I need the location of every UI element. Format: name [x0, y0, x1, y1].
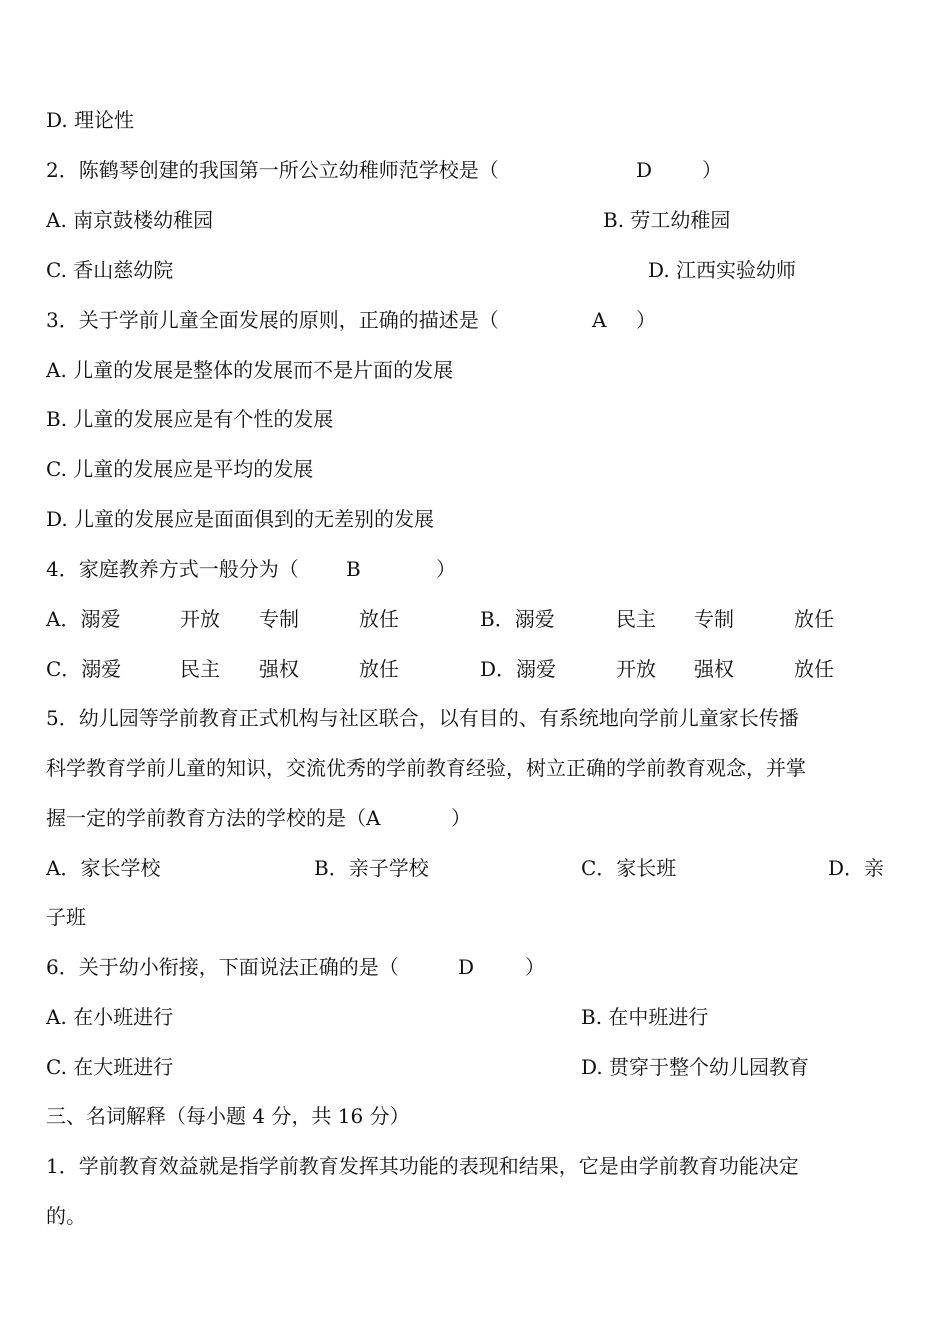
question-4-option-c-item: 民主 [180, 657, 220, 681]
question-6-option-d: D. 贯穿于整个幼儿园教育 [581, 1055, 810, 1079]
question-5-stem-line-3: 握一定的学前教育方法的学校的是（A [46, 806, 381, 830]
question-3-close-paren: ） [636, 308, 656, 332]
question-3-option-b: B. 儿童的发展应是有个性的发展 [46, 407, 334, 431]
question-2-option-c: C. 香山慈幼院 [46, 258, 174, 282]
question-5-option-a: A．家长学校 [46, 856, 161, 880]
question-4-option-a-item: 专制 [259, 607, 299, 631]
question-4-option-a-label: A．溺爱 [46, 607, 121, 631]
question-4-option-a-item: 开放 [180, 607, 220, 631]
question-4-option-a-item: 放任 [359, 607, 399, 631]
question-6-option-c: C. 在大班进行 [46, 1055, 174, 1079]
definition-1-line-2: 的。 [46, 1204, 86, 1228]
question-2-option-d: D. 江西实验幼师 [648, 258, 797, 282]
question-3-option-c: C. 儿童的发展应是平均的发展 [46, 457, 314, 481]
question-5-close-paren: ） [451, 806, 471, 830]
question-4-option-c-item: 放任 [359, 657, 399, 681]
question-2-answer: D [636, 158, 653, 182]
question-4-option-b-item: 放任 [794, 607, 834, 631]
definition-1-line-1: 1．学前教育效益就是指学前教育发挥其功能的表现和结果，它是由学前教育功能决定 [46, 1154, 799, 1178]
question-4-option-b-label: B．溺爱 [480, 607, 555, 631]
question-6-stem: 6．关于幼小衔接，下面说法正确的是（ [46, 955, 399, 979]
question-4-option-c-item: 强权 [259, 657, 299, 681]
question-2-close-paren: ） [702, 158, 722, 182]
section-heading: 三、名词解释（每小题 4 分，共 16 分） [46, 1104, 410, 1128]
question-4-option-b-item: 民主 [616, 607, 656, 631]
question-4-stem: 4．家庭教养方式一般分为（ [46, 557, 299, 581]
question-3-stem: 3．关于学前儿童全面发展的原则，正确的描述是（ [46, 308, 499, 332]
question-4-option-c-label: C．溺爱 [46, 657, 122, 681]
question-5-stem-line-1: 5．幼儿园等学前教育正式机构与社区联合，以有目的、有系统地向学前儿童家长传播 [46, 706, 799, 730]
question-6-close-paren: ） [525, 955, 545, 979]
question-3-option-a: A. 儿童的发展是整体的发展而不是片面的发展 [46, 358, 454, 382]
question-4-option-d-item: 强权 [694, 657, 734, 681]
question-2-option-b: B. 劳工幼稚园 [603, 208, 731, 232]
question-5-option-c: C．家长班 [581, 856, 677, 880]
question-5-option-d: D．亲 [828, 856, 885, 880]
question-4-option-b-item: 专制 [694, 607, 734, 631]
question-6-option-a: A. 在小班进行 [46, 1005, 174, 1029]
question-4-option-d-item: 开放 [616, 657, 656, 681]
question-2-stem: 2．陈鹤琴创建的我国第一所公立幼稚师范学校是（ [46, 158, 499, 182]
question-4-close-paren: ） [436, 557, 456, 581]
question-2-option-a: A. 南京鼓楼幼稚园 [46, 208, 214, 232]
question-5-option-d-wrap: 子班 [46, 905, 86, 929]
question-4-option-d-item: 放任 [794, 657, 834, 681]
question-4-answer: B [346, 557, 361, 581]
question-3-option-d: D. 儿童的发展应是面面俱到的无差别的发展 [46, 507, 435, 531]
question-5-option-b: B．亲子学校 [314, 856, 429, 880]
question-6-answer: D [458, 955, 475, 979]
question-6-option-b: B. 在中班进行 [581, 1005, 709, 1029]
question-3-answer: A [592, 308, 607, 332]
question-5-stem-line-2: 科学教育学前儿童的知识，交流优秀的学前教育经验，树立正确的学前教育观念，并掌 [46, 756, 806, 780]
question-4-option-d-label: D．溺爱 [480, 657, 557, 681]
option-d-line: D. 理论性 [46, 108, 135, 132]
